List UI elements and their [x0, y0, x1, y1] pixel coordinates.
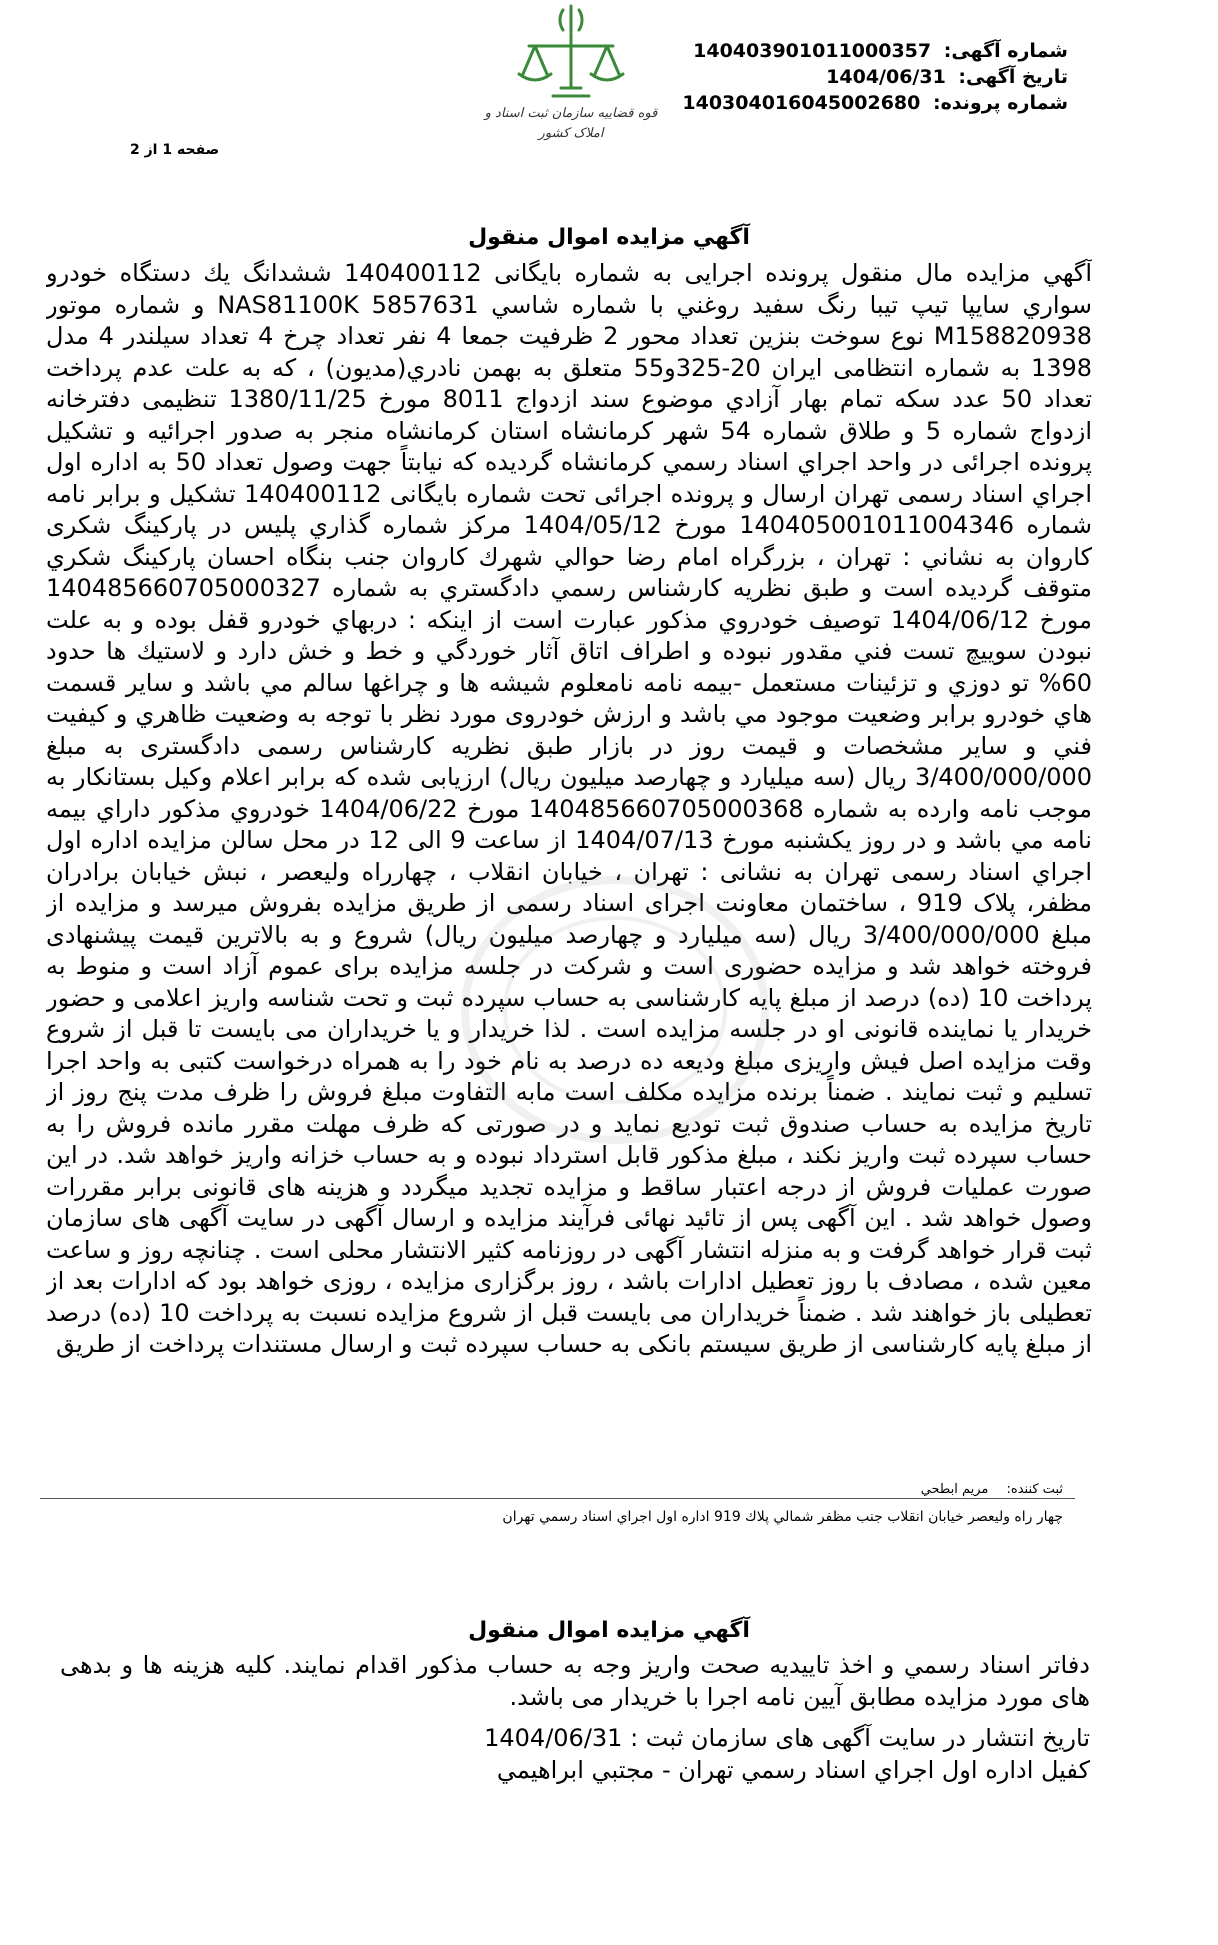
registrar-label: ثبت كننده: [1006, 1482, 1063, 1497]
seal-watermark-icon [450, 860, 780, 1160]
notice-body: آگهي مزايده مال منقول پرونده اجرايی به شماره بايگانی 140400112 ششدانگ يك دستگاه خودرو سواري سايپا تيپ تيبا رنگ سفيد روغني با شماره شاسي NAS81100K 5857631 و شماره موتور M158820938 نوع سوخت بنزين تعداد محور 2 ظرفيت جمعا 4 نفر تعداد چرخ 4 تعداد سيلندر 4 مدل 1398 به شماره انتظامی ايران 20-325و55 متعلق به بهمن نادري(مديون) ، كه به علت عدم پرداخت تعداد 50 عدد سكه تمام بهار آزادي موضوع سند ازدواج 8011 مورخ 1380/11/25 تنظيمی دفترخانه ازدواج شماره 5 و طلاق شماره 54 شهر كرمانشاه استان كرمانشاه منجر به صدور اجرائيه و تشكيل پرونده اجرائی در واحد اجراي اسناد رسمي كرمانشاه گرديده كه نيابتاً جهت وصول تعداد 50 به اداره اول اجراي اسناد رسمی تهران ارسال و پرونده اجرائی تحت شماره بايگانی 140400112 تشكيل و برابر نامه شماره 140405001011004346 مورخ 1404/05/12 مركز شماره گذاري پليس در پاركينگ شكری كاروان به نشاني : تهران ، بزرگراه امام رضا حوالي شهرك كاروان جنب بنگاه احسان پاركينگ شكري متوقف گرديده است و طبق نظريه كارشناس رسمي دادگستري به شماره 140485660705000327 مورخ 1404/06/12 توصيف خودروي مذكور عبارت است از اينكه : دربهاي خودرو قفل بوده و به علت نبودن سوييچ تست فني مقدور نبوده و اطراف اتاق آثار خوردگي و خط و خش دارد و لاستيك ها حدود 60% تو دوزي و تزئينات مستعمل -بيمه نامه نامعلوم شيشه ها و چراغها سالم مي باشد و ساير قسمت هاي خودرو برابر وضعيت موجود مي باشد و ارزش خودروی مورد نظر با توجه به وضعيت ظاهري و كيفيت فني و ساير مشخصات و قيمت روز در بازار طبق نظريه كارشناس رسمی دادگستری به مبلغ 3/400/000/000 ريال (سه ميليارد و چهارصد ميليون ريال) ارزيابی شده كه برابر اعلام وكيل بستانكار به موجب نامه وارده به شماره 140485660705000368 مورخ 1404/06/22 خودروي مذكور داراي بيمه نامه مي باشد و در روز يكشنبه مورخ 1404/07/13 از ساعت 9 الی 12 در محل سالن مزايده اداره اول اجراي اسناد رسمی تهران به نشانی : تهران ، خيابان انقلاب ، چهارراه وليعصر ، نبش خيابان برادران مظفر، پلاک 919 ، ساختمان معاونت اجرای اسناد رسمی از طريق مزايده بفروش ميرسد و مزايده از مبلغ 3/400/000/000 ريال (سه ميليارد و چهارصد ميليون ريال) شروع و به بالاترين قيمت پيشنهادی فروخته خواهد شد و مزايده حضوری است و شركت در جلسه مزايده برای عموم آزاد است و منوط به پرداخت 10 (ده) درصد از مبلغ پايه كارشناسی به حساب سپرده ثبت و تحت شناسه واريز اعلامی و حضور خريدار يا نماينده قانونی او در جلسه مزايده است . لذا خريدار و يا خريداران می بايست تا قبل از شروع وقت مزايده اصل فيش واريزی مبلغ وديعه ده درصد به نام خود را به همراه درخواست كتبی به واحد اجرا تسليم و ثبت نمايند . ضمناً برنده مزايده مكلف است مابه التفاوت مبلغ فروش را ظرف مدت پنج روز از تاريخ مزايده به حساب صندوق ثبت توديع نمايد و در صورتی كه ظرف مهلت مقرر مانده فروش را به حساب سپرده ثبت واريز نكند ، مبلغ مذكور قابل استرداد نبوده و به حساب خزانه واريز خواهد شد. در اين صورت عمليات فروش از درجه اعتبار ساقط و مزايده تجديد ميگردد و هزينه های قانونی برابر مقررات وصول خواهد شد . اين آگهی پس از تائيد نهائی فرآيند مزايده و ارسال آگهی در سايت آگهی های سازمان ثبت قرار خواهد گرفت و به منزله انتشار آگهی در روزنامه كثير الانتشار محلی است . چنانچه روز و ساعت معين شده ، مصادف با روز تعطيل ادارات باشد ، روز برگزاری مزايده ، روزی خواهد بود كه ادارات بعد از تعطيلی باز خواهند شد . ضمناً خريداران می بايست قبل از شروع مزايده نسبت به پرداخت 10 (ده) درصد از مبلغ پايه كارشناسی از طريق سيستم بانكی به حساب سپرده ثبت و ارسال مستندات پرداخت از طريق [46, 259, 1092, 1358]
logo-caption: قوه قضاییه سازمان ثبت اسناد و املاک کشور [484, 106, 658, 141]
notice-date-row [682, 64, 1068, 90]
judiciary-logo [483, 2, 659, 172]
signature-line: كفيل اداره اول اجراي اسناد رسمي تهران - مجتبي ابراهيمي [496, 1755, 1090, 1784]
notice-number-row [682, 38, 1068, 64]
notice-continued-title: آگهي مزايده اموال منقول [468, 1618, 750, 1643]
file-number: 140304016045002680 [682, 92, 921, 114]
page-indicator: صفحه 1 از 2 [130, 142, 220, 158]
file-number-label: شماره پرونده: [932, 92, 1068, 114]
notice-date: 1404/06/31 [826, 66, 946, 88]
office-address: چهار راه وليعصر خيابان انقلاب جنب مظفر شمالي پلاك 919 اداره اول اجراي اسناد رسمي تهران [502, 1509, 1063, 1525]
notice-title: آگهي مزايده اموال منقول [468, 225, 750, 250]
notice-number: 14040390101100035​7 [693, 40, 932, 62]
notice-footer-lines [484, 1723, 1090, 1786]
footer-divider [40, 1498, 1075, 1499]
notice-number-label: شماره آگهی: [943, 40, 1068, 62]
registrar-name: مريم ابطحي [920, 1482, 989, 1497]
registrar [921, 1482, 1063, 1497]
notice-date-label: تاریخ آگهی: [958, 66, 1068, 88]
notice-continued-body: دفاتر اسناد رسمي و اخذ تاييديه صحت واريز وجه به حساب مذكور اقدام نمايند. كليه هزينه ها و بدهی های مورد مزايده مطابق آيين نامه اجرا با خريدار می باشد. [60, 1651, 1090, 1711]
scales-emblem-icon [483, 2, 659, 106]
publish-date-line: تاريخ انتشار در سايت آگهی های سازمان ثبت : 1404/06/31 [484, 1724, 1090, 1752]
notice-meta [682, 38, 1068, 116]
file-number-row [682, 90, 1068, 116]
